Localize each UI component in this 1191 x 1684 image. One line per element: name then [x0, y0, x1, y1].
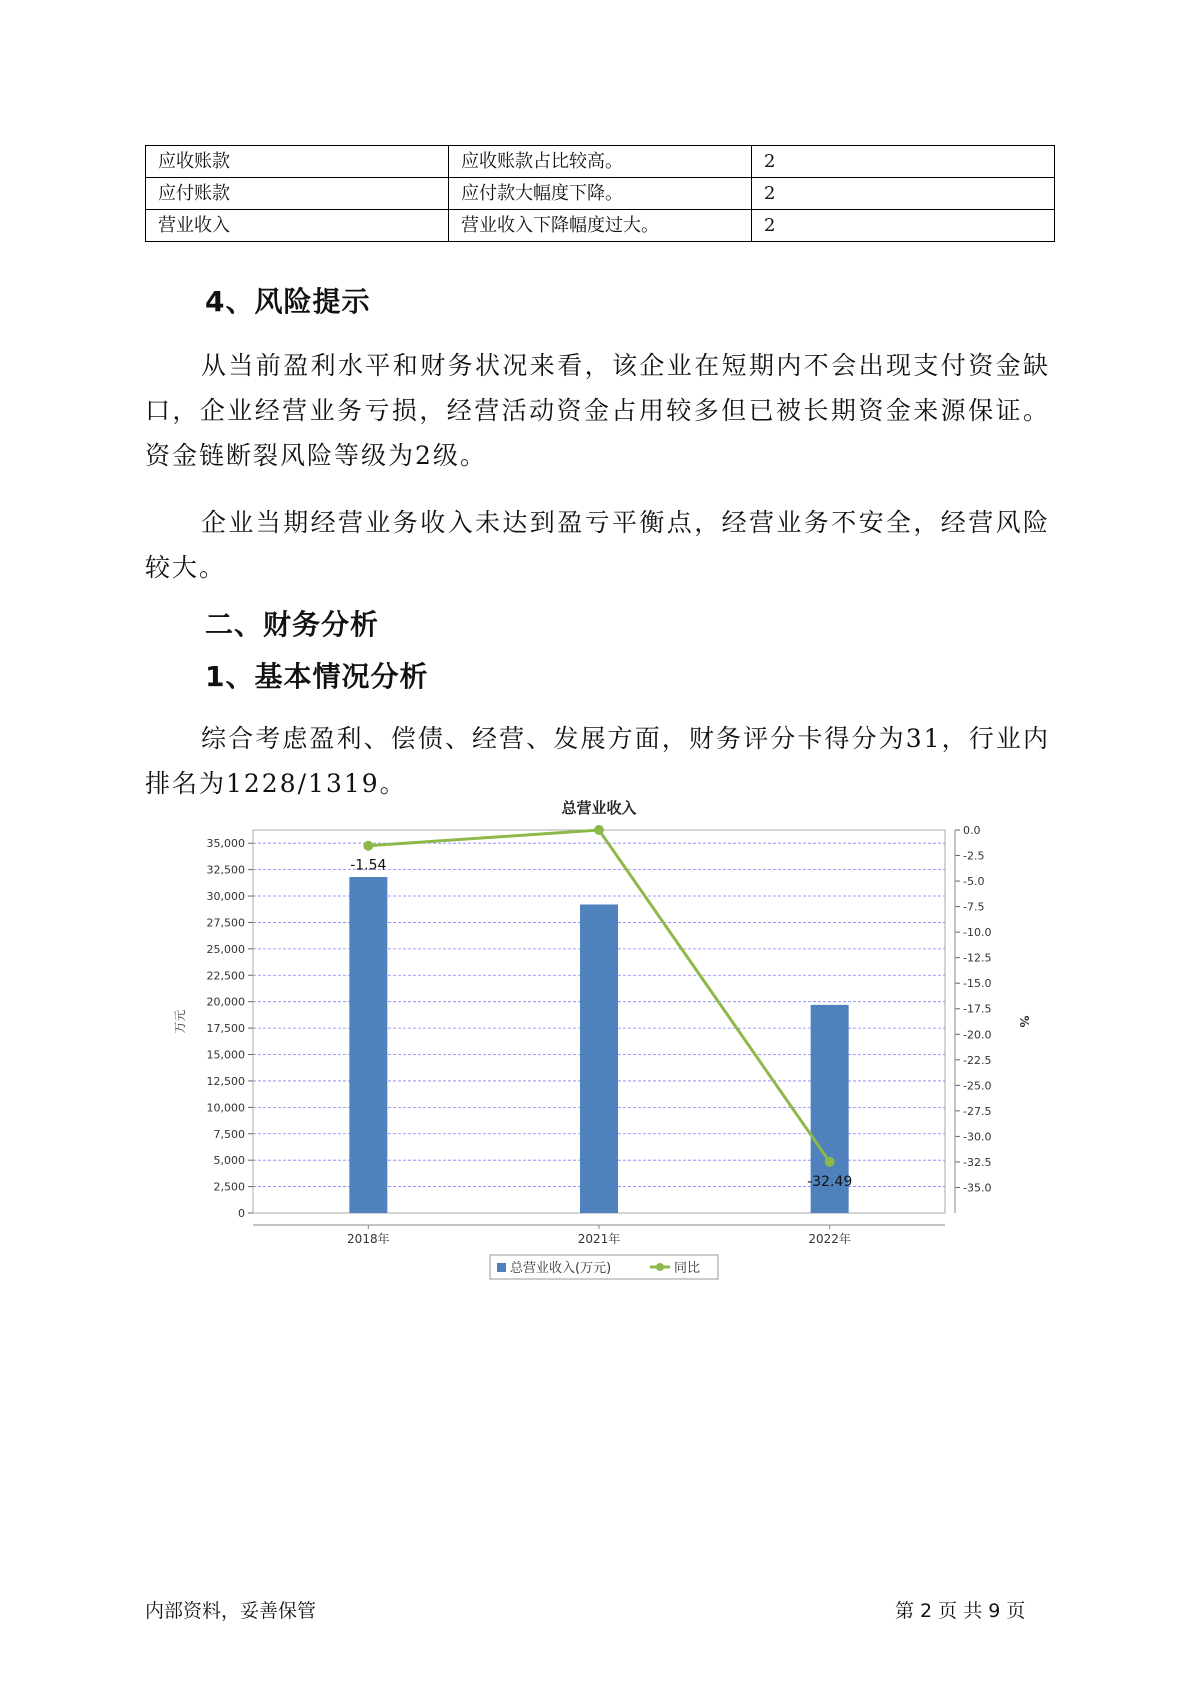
- y2-tick-label: -27.5: [963, 1104, 992, 1118]
- legend-label-bar: 总营业收入(万元): [510, 1261, 612, 1276]
- table-cell-item: 应付账款: [146, 178, 449, 210]
- y-tick-label: 20,000: [206, 995, 245, 1009]
- table-row: [146, 146, 1055, 178]
- y-tick-label: 10,000: [206, 1101, 245, 1115]
- y-tick-label: 25,000: [206, 942, 245, 956]
- y2-tick-label: -12.5: [963, 951, 992, 965]
- bar: [580, 904, 618, 1213]
- table-cell-score: 2: [752, 146, 1055, 178]
- table-row: [146, 178, 1055, 210]
- y-axis-label: 万元: [173, 1009, 187, 1034]
- data-label: -32.49: [807, 1173, 853, 1190]
- table-cell-item: 营业收入: [146, 210, 449, 242]
- y2-tick-label: -25.0: [963, 1079, 992, 1093]
- y2-tick-label: -30.0: [963, 1130, 992, 1144]
- y2-axis-label: %: [1017, 1015, 1031, 1028]
- y2-tick-label: -32.5: [963, 1155, 992, 1169]
- subsection-heading-basic: 1、基本情况分析: [205, 660, 429, 693]
- x-tick-label: 2022年: [808, 1232, 851, 1246]
- table-row: [146, 210, 1055, 242]
- y-tick-label: 7,500: [213, 1127, 245, 1141]
- y-tick-label: 32,500: [206, 863, 245, 877]
- data-label: -1.54: [350, 857, 387, 874]
- legend-label-line: 同比: [674, 1261, 701, 1276]
- y2-tick-label: -10.0: [963, 926, 992, 940]
- y-tick-label: 35,000: [206, 837, 245, 851]
- table-cell-desc: 应收账款占比较高。: [449, 146, 752, 178]
- y-tick-label: 22,500: [206, 969, 245, 983]
- y-tick-label: 0: [238, 1207, 245, 1220]
- x-tick-label: 2021年: [577, 1232, 621, 1246]
- footer-page-number: 第 2 页 共 9 页: [895, 1600, 1026, 1622]
- revenue-chart: [160, 797, 1040, 1295]
- y2-tick-label: 0.0: [963, 824, 981, 837]
- y-tick-label: 12,500: [206, 1074, 245, 1088]
- y-tick-label: 5,000: [213, 1154, 245, 1168]
- paragraph-risk-1: 从当前盈利水平和财务状况来看，该企业在短期内不会出现支付资金缺口，企业经营业务亏损，经营活动资金占用较多但已被长期资金来源保证。资金链断裂风险等级为2级。: [145, 351, 1050, 470]
- y-tick-label: 30,000: [206, 890, 245, 904]
- section-heading-financial: 二、财务分析: [205, 608, 380, 641]
- paragraph-risk-2: 企业当期经营业务收入未达到盈亏平衡点，经营业务不安全，经营风险较大。: [145, 508, 1050, 582]
- table-cell-score: 2: [752, 210, 1055, 242]
- footer-confidential: 内部资料，妥善保管: [145, 1600, 317, 1622]
- y2-tick-label: -5.0: [963, 875, 985, 889]
- section-heading-risk: 4、风险提示: [205, 285, 371, 318]
- y2-tick-label: -17.5: [963, 1002, 992, 1016]
- y2-tick-label: -22.5: [963, 1053, 992, 1067]
- y2-tick-label: -7.5: [963, 900, 985, 914]
- table-cell-item: 应收账款: [146, 146, 449, 178]
- y-tick-label: 17,500: [206, 1022, 245, 1036]
- y2-tick-label: -2.5: [963, 849, 985, 863]
- y2-tick-label: -20.0: [963, 1028, 992, 1042]
- y-tick-label: 15,000: [206, 1048, 245, 1062]
- x-tick-label: 2018年: [347, 1232, 390, 1246]
- line-point: [363, 841, 373, 851]
- table-cell-score: 2: [752, 178, 1055, 210]
- paragraph-basic: 综合考虑盈利、偿债、经营、发展方面，财务评分卡得分为31，行业内排名为1228/1319。: [145, 724, 1050, 798]
- chart-title: 总营业收入: [561, 799, 637, 817]
- table-cell-desc: 应付款大幅度下降。: [449, 178, 752, 210]
- y-tick-label: 27,500: [206, 916, 245, 930]
- risk-table: [145, 145, 1055, 242]
- bar: [349, 877, 387, 1213]
- y-tick-label: 2,500: [213, 1180, 245, 1194]
- y2-tick-label: -15.0: [963, 977, 992, 991]
- legend-swatch-bar: [497, 1263, 506, 1272]
- line-point: [825, 1157, 835, 1167]
- legend-swatch-point: [656, 1263, 664, 1271]
- table-cell-desc: 营业收入下降幅度过大。: [449, 210, 752, 242]
- line-point: [594, 825, 604, 835]
- y2-tick-label: -35.0: [963, 1181, 992, 1195]
